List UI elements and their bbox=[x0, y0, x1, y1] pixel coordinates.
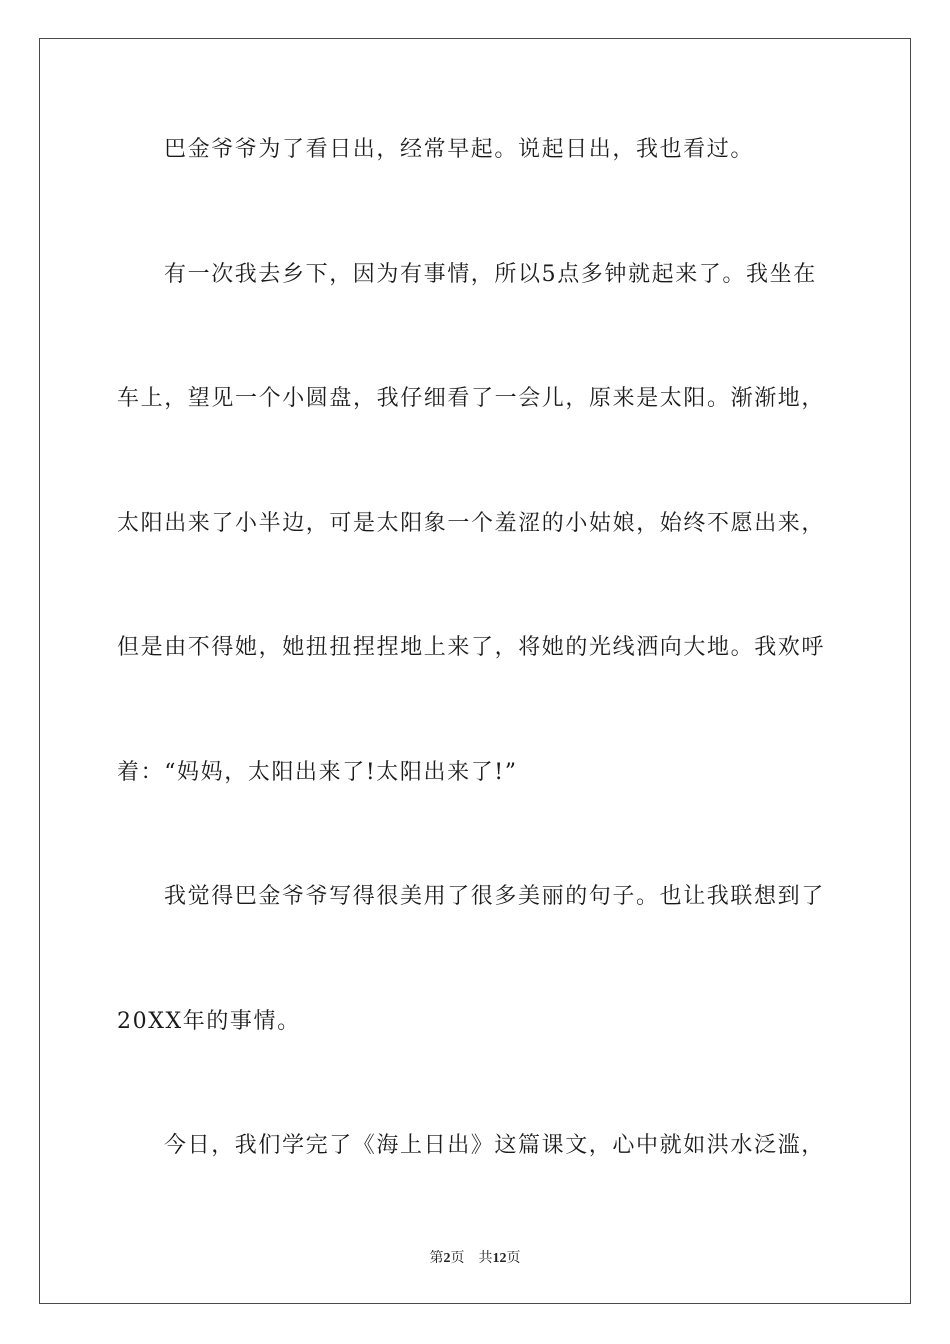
page-suffix: 页 bbox=[450, 1251, 465, 1266]
page-footer bbox=[0, 1250, 950, 1268]
paragraph-line-1: 巴金爷爷为了看日出，经常早起。说起日出，我也看过。 bbox=[164, 137, 755, 162]
total-prefix: 共 bbox=[478, 1251, 493, 1266]
paragraph-line-3: 车上，望见一个小圆盘，我仔细看了一会儿，原来是太阳。渐渐地， bbox=[117, 386, 826, 411]
paragraph-line-2: 有一次我去乡下，因为有事情，所以5点多钟就起来了。我坐在 bbox=[164, 262, 817, 287]
paragraph-line-8: 20XX年的事情。 bbox=[117, 1009, 301, 1034]
paragraph-line-4: 太阳出来了小半边，可是太阳象一个羞涩的小姑娘，始终不愿出来， bbox=[117, 511, 826, 536]
page-prefix: 第 bbox=[429, 1251, 444, 1266]
total-pages: 12 bbox=[492, 1251, 507, 1266]
total-suffix: 页 bbox=[506, 1251, 521, 1266]
paragraph-line-5: 但是由不得她，她扭扭捏捏地上来了，将她的光线洒向大地。我欢呼 bbox=[117, 635, 826, 660]
paragraph-line-7: 我觉得巴金爷爷写得很美用了很多美丽的句子。也让我联想到了 bbox=[164, 884, 825, 909]
paragraph-line-9: 今日，我们学完了《海上日出》这篇课文，心中就如洪水泛滥， bbox=[164, 1133, 825, 1158]
paragraph-line-6: 着：“妈妈，太阳出来了!太阳出来了!” bbox=[117, 760, 518, 785]
page-border bbox=[39, 38, 911, 1304]
page-number: 2 bbox=[443, 1251, 451, 1266]
